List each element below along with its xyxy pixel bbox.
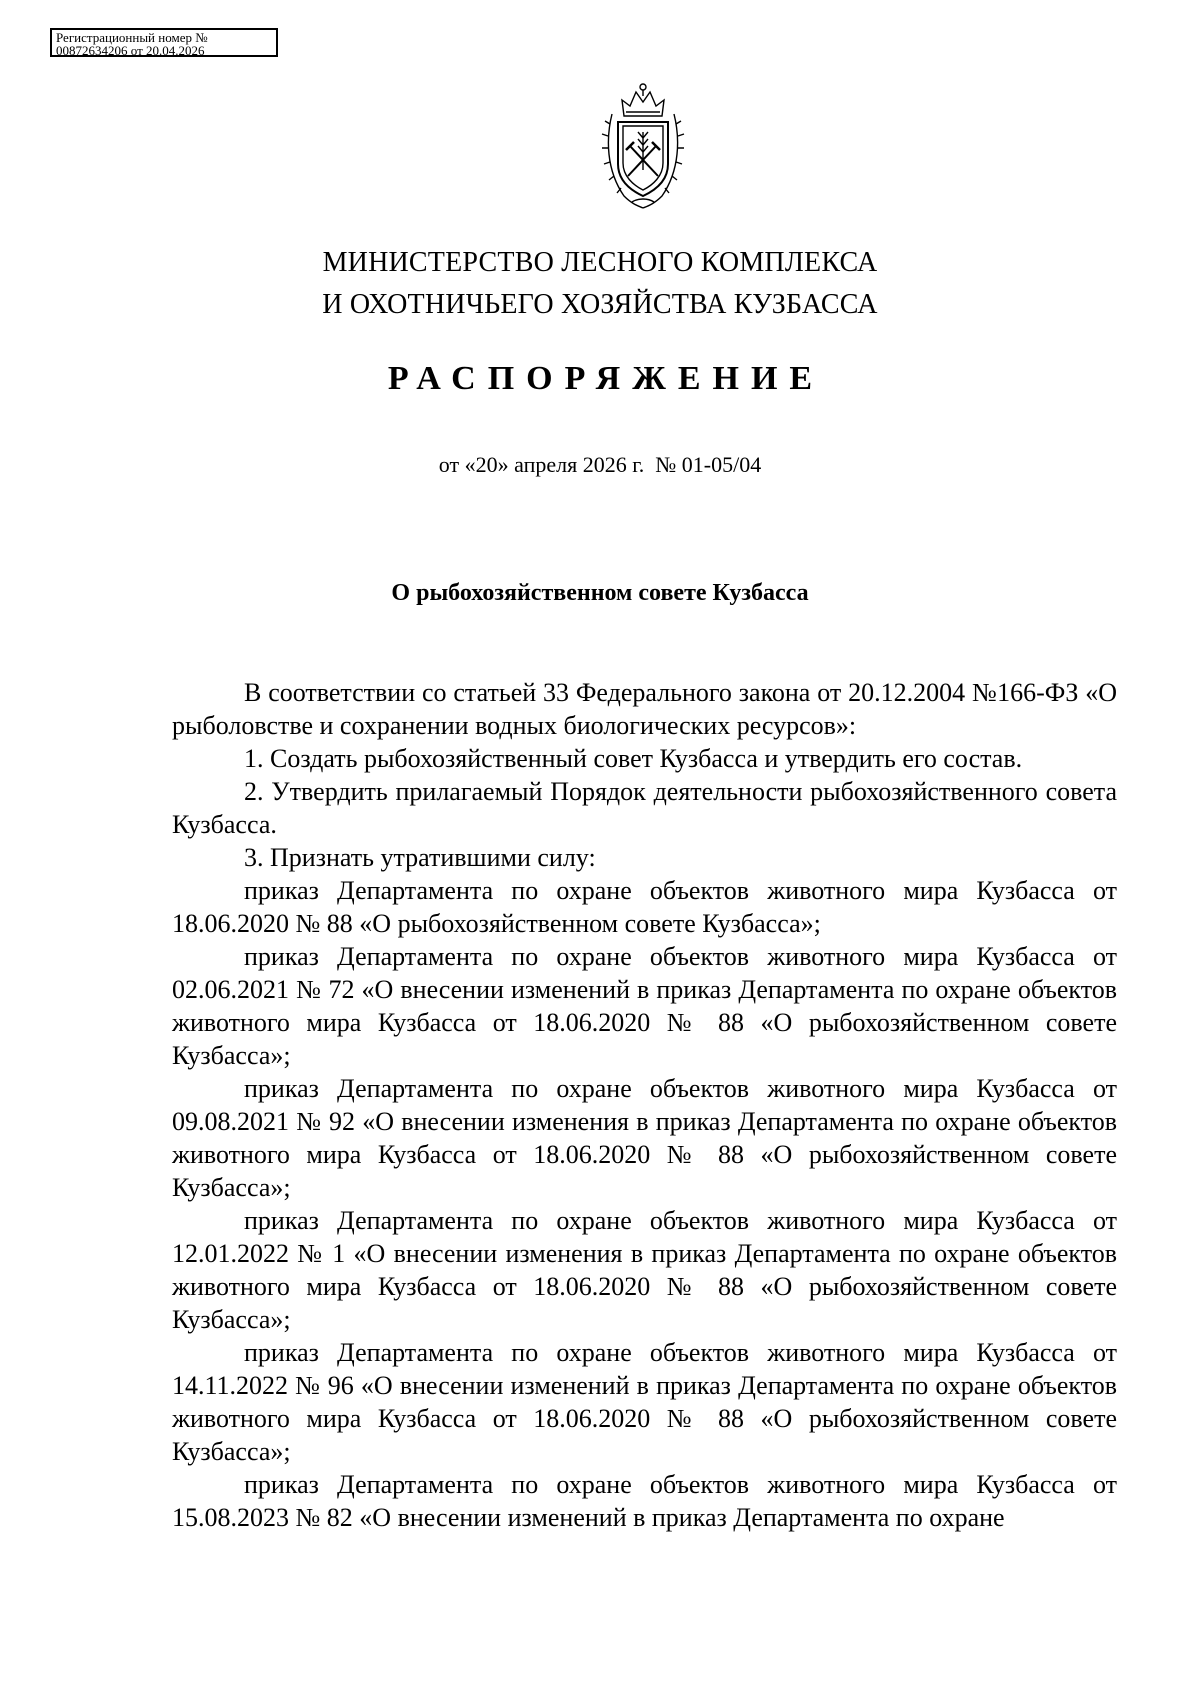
paragraph-item-1: 1. Создать рыбохозяйственный совет Кузбасса и утвердить его состав.: [244, 744, 1023, 773]
document-type-title: РАСПОРЯЖЕНИЕ: [387, 360, 825, 397]
registration-stamp: [50, 28, 278, 57]
document-subject: О рыбохозяйственном совете Кузбасса: [391, 580, 809, 606]
registration-stamp-line1: Регистрационный номер №: [56, 30, 208, 45]
paragraph-repealed-order: приказ Департамента по охране объектов животного мира Кузбасса от 09.08.2021 № 92 «О внесении изменения в приказ Департамента по охране объектов животного мира Кузбасса от 18.06.2020 № 88 «О рыбохозяйственном совете Кузбасса»;: [172, 1074, 1117, 1202]
paragraph-repealed-order: приказ Департамента по охране объектов животного мира Кузбасса от 15.08.2023 № 82 «О внесении изменений в приказ Департамента по охране: [172, 1470, 1117, 1532]
document-body: [172, 676, 1117, 1534]
ministry-name-line1: МИНИСТЕРСТВО ЛЕСНОГО КОМПЛЕКСА: [322, 247, 878, 278]
ministry-name-line2: И ОХОТНИЧЬЕГО ХОЗЯЙСТВА КУЗБАССА: [322, 289, 878, 320]
ministry-name: [0, 242, 1200, 326]
paragraph-item-2: 2. Утвердить прилагаемый Порядок деятельности рыбохозяйственного совета Кузбасса.: [172, 777, 1117, 839]
registration-stamp-line2: 00872634206 от 20.04.2026: [56, 43, 205, 57]
paragraph-item-3: 3. Признать утратившими силу:: [244, 843, 596, 872]
paragraph-repealed-order: приказ Департамента по охране объектов животного мира Кузбасса от 14.11.2022 № 96 «О внесении изменений в приказ Департамента по охране объектов животного мира Кузбасса от 18.06.2020 № 88 «О рыбохозяйственном совете Кузбасса»;: [172, 1338, 1117, 1466]
paragraph-repealed-order: приказ Департамента по охране объектов животного мира Кузбасса от 18.06.2020 № 88 «О рыбохозяйственном совете Кузбасса»;: [172, 876, 1117, 938]
coat-of-arms-kuzbass-icon: [594, 78, 692, 212]
paragraph-preamble: В соответствии со статьей 33 Федерального закона от 20.12.2004 №166-ФЗ «О рыболовстве и сохранении водных биологических ресурсов»:: [172, 678, 1117, 740]
paragraph-repealed-order: приказ Департамента по охране объектов животного мира Кузбасса от 02.06.2021 № 72 «О внесении изменений в приказ Департамента по охране объектов животного мира Кузбасса от 18.06.2020 № 88 «О рыбохозяйственном совете Кузбасса»;: [172, 942, 1117, 1070]
document-date-number: от «20» апреля 2026 г. № 01-05/04: [438, 452, 762, 477]
paragraph-repealed-order: приказ Департамента по охране объектов животного мира Кузбасса от 12.01.2022 № 1 «О внесении изменения в приказ Департамента по охране объектов животного мира Кузбасса от 18.06.2020 № 88 «О рыбохозяйственном совете Кузбасса»;: [172, 1206, 1117, 1334]
